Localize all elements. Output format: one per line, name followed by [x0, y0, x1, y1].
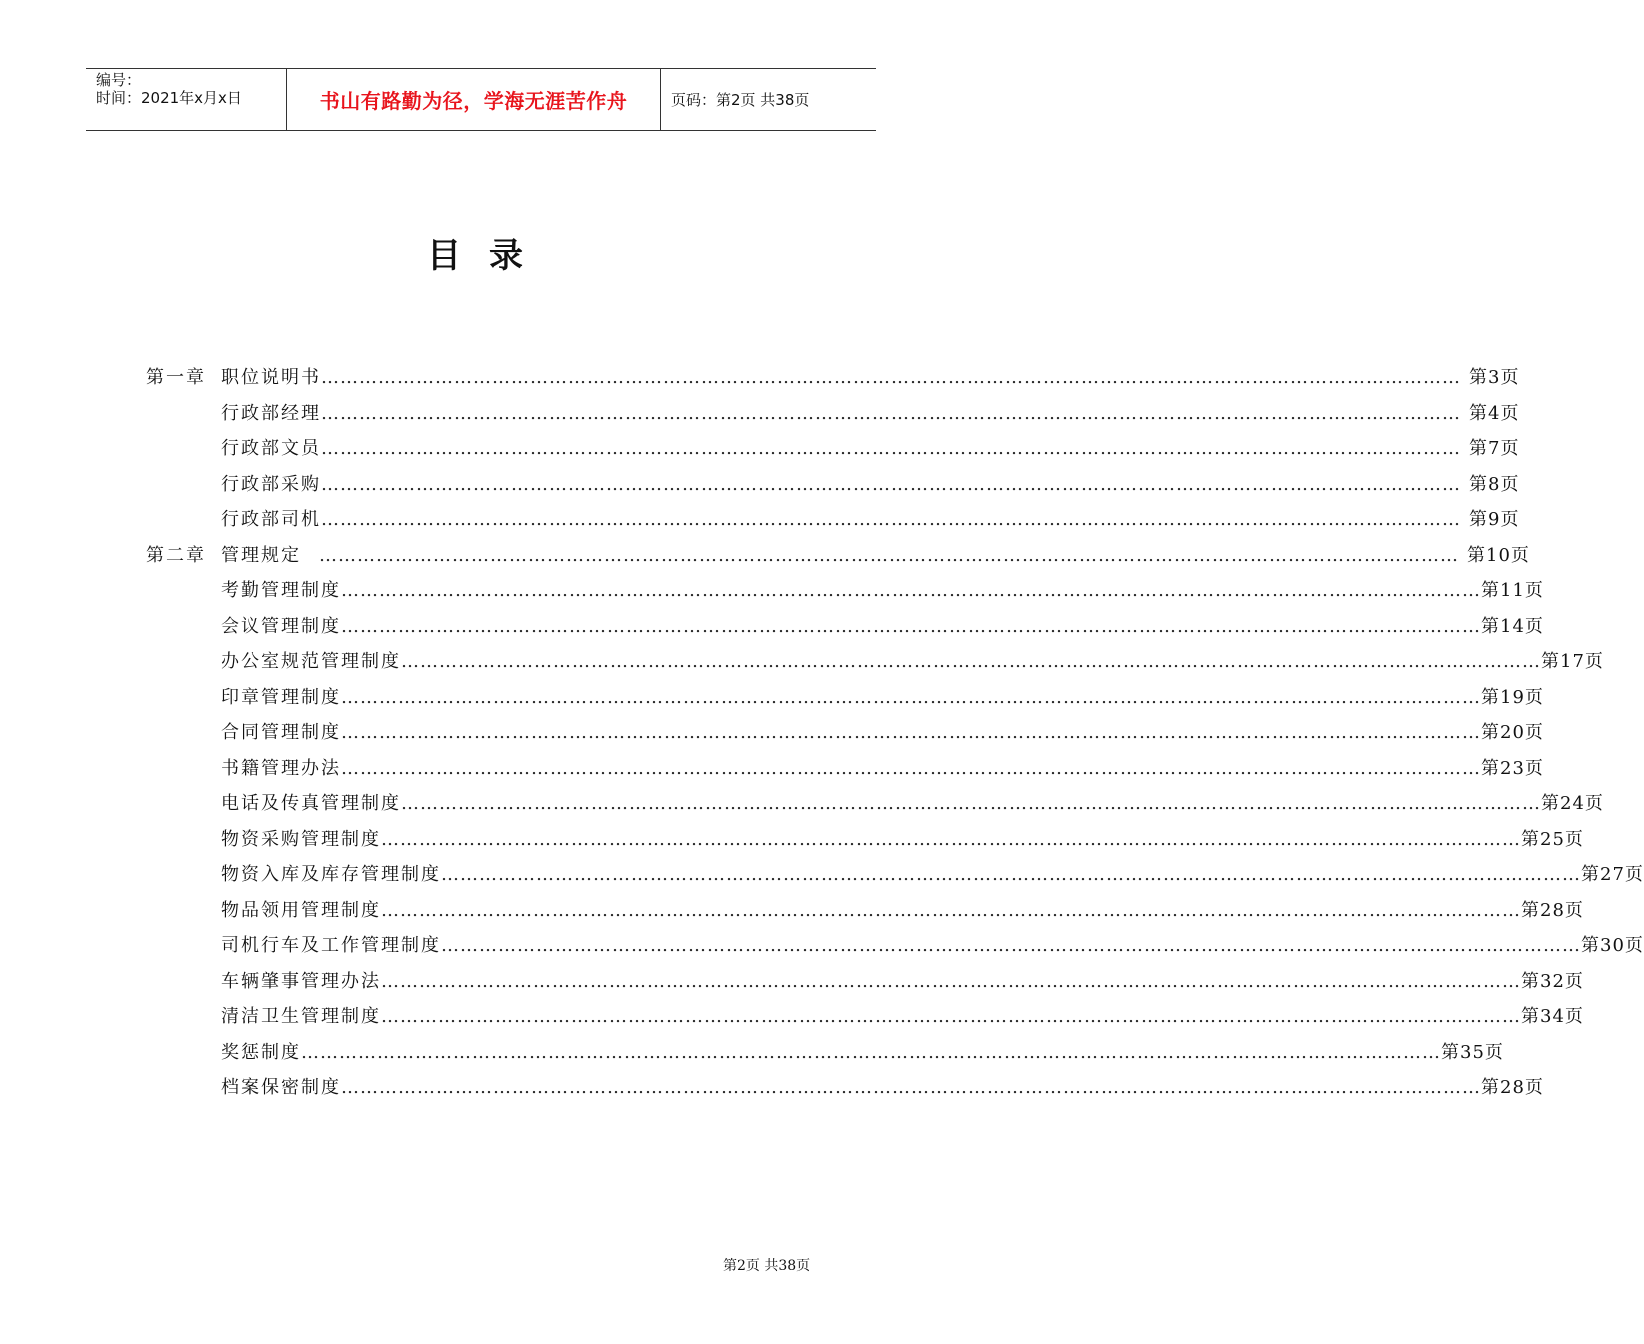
toc-entry-label: 档案保密制度: [221, 1077, 341, 1098]
toc-leader-dots: ………………………………………………………………………………………………………………………………………………………………: [381, 828, 1521, 850]
toc-entry-page: 第7页: [1469, 438, 1520, 459]
date-label: 时间：2021年x月x日: [96, 89, 242, 107]
toc-entry-label: 车辆肇事管理办法: [221, 970, 381, 992]
toc-leader-dots: ………………………………………………………………………………………………………………………………………………………………: [321, 473, 1461, 495]
toc-entry-page: 第32页: [1521, 970, 1584, 992]
header-page-label: 页码：第2页 共38页: [671, 91, 810, 109]
toc-entry-page: 第28页: [1521, 899, 1584, 921]
toc-entry[interactable]: [221, 825, 1584, 855]
toc-entry-page: 第20页: [1481, 722, 1544, 743]
toc-entry-label: 书籍管理办法: [221, 757, 341, 779]
toc-entry[interactable]: [221, 860, 1644, 890]
number-label: 编号：: [96, 71, 142, 89]
toc-leader-dots: ………………………………………………………………………………………………………………………………………………………………: [341, 580, 1481, 601]
toc-entry[interactable]: [221, 612, 1544, 642]
toc-entry[interactable]: [221, 896, 1584, 926]
toc-entry-label: 电话及传真管理制度: [221, 793, 401, 814]
toc-entry-label: 合同管理制度: [221, 722, 341, 743]
toc-entry-page: 第35页: [1441, 1041, 1504, 1063]
toc-entry[interactable]: [221, 541, 1530, 571]
toc-entry[interactable]: [221, 470, 1520, 500]
header-motto: 书山有路勤为径，学海无涯苦作舟: [287, 69, 661, 130]
page-header: [86, 68, 876, 131]
toc-entry[interactable]: [221, 754, 1544, 784]
toc-entry[interactable]: [221, 683, 1544, 713]
toc-entry[interactable]: [221, 647, 1604, 677]
toc-entry-page: 第17页: [1541, 651, 1604, 672]
toc-entry-label: 行政部采购: [221, 473, 321, 495]
toc-entry[interactable]: [221, 1073, 1544, 1103]
toc-entry-page: 第19页: [1481, 686, 1544, 708]
toc-entry[interactable]: [221, 363, 1520, 393]
page-title: 目录: [427, 236, 551, 276]
toc-leader-dots: ………………………………………………………………………………………………………………………………………………………………: [321, 438, 1461, 459]
toc-entry-page: 第23页: [1481, 757, 1544, 779]
toc-entry-page: 第30页: [1581, 935, 1644, 956]
toc-entry-page: 第8页: [1469, 473, 1520, 495]
toc-entry-page: 第25页: [1521, 828, 1584, 850]
toc-leader-dots: ………………………………………………………………………………………………………………………………………………………………: [341, 757, 1481, 779]
toc-entry[interactable]: [221, 505, 1520, 535]
toc-leader-dots: ………………………………………………………………………………………………………………………………………………………………: [341, 722, 1481, 743]
toc-leader-dots: ………………………………………………………………………………………………………………………………………………………………: [381, 1006, 1521, 1027]
toc-entry-page: 第10页: [1467, 544, 1530, 566]
toc-leader-dots: ………………………………………………………………………………………………………………………………………………………………: [341, 615, 1481, 637]
toc-entry-label: 管理规定: [221, 544, 301, 566]
toc-entry-label: 印章管理制度: [221, 686, 341, 708]
toc-leader-dots: ………………………………………………………………………………………………………………………………………………………………: [321, 509, 1461, 530]
toc-leader-dots: ………………………………………………………………………………………………………………………………………………………………: [321, 367, 1461, 388]
toc-entry-label: 行政部文员: [221, 438, 321, 459]
toc-entry-page: 第14页: [1481, 615, 1544, 637]
toc-entry[interactable]: [221, 576, 1544, 606]
page-footer: 第2页 共38页: [723, 1258, 811, 1274]
toc-leader-dots: ………………………………………………………………………………………………………………………………………………………………: [441, 864, 1581, 885]
toc-entry[interactable]: [221, 1002, 1584, 1032]
toc-entry-label: 物资采购管理制度: [221, 828, 381, 850]
toc-entry-page: 第11页: [1481, 580, 1544, 601]
toc-entry-label: 物品领用管理制度: [221, 899, 381, 921]
toc-leader-dots: ………………………………………………………………………………………………………………………………………………………………: [301, 1041, 1441, 1063]
toc-leader-dots: ………………………………………………………………………………………………………………………………………………………………: [319, 544, 1459, 566]
toc-entry-label: 司机行车及工作管理制度: [221, 935, 441, 956]
header-meta: [86, 69, 287, 130]
toc-chapter: 第二章: [146, 544, 206, 566]
toc-entry-page: 第28页: [1481, 1077, 1544, 1098]
toc-entry-label: 会议管理制度: [221, 615, 341, 637]
toc-entry-label: 行政部司机: [221, 509, 321, 530]
toc-entry-label: 奖惩制度: [221, 1041, 301, 1063]
toc-leader-dots: ………………………………………………………………………………………………………………………………………………………………: [381, 970, 1521, 992]
toc-leader-dots: ………………………………………………………………………………………………………………………………………………………………: [381, 899, 1521, 921]
toc-entry[interactable]: [221, 789, 1604, 819]
toc-leader-dots: ………………………………………………………………………………………………………………………………………………………………: [401, 793, 1541, 814]
toc-entry-page: 第4页: [1469, 402, 1520, 424]
toc-entry[interactable]: [221, 1038, 1504, 1068]
toc-entry-page: 第24页: [1541, 793, 1604, 814]
toc-entry[interactable]: [221, 967, 1584, 997]
toc-entry[interactable]: [221, 399, 1520, 429]
toc-entry-label: 行政部经理: [221, 402, 321, 424]
toc-entry-label: 考勤管理制度: [221, 580, 341, 601]
toc-entry-label: 办公室规范管理制度: [221, 651, 401, 672]
toc-entry-label: 物资入库及库存管理制度: [221, 864, 441, 885]
toc-entry-page: 第34页: [1521, 1006, 1584, 1027]
toc-leader-dots: ………………………………………………………………………………………………………………………………………………………………: [321, 402, 1461, 424]
toc-leader-dots: ………………………………………………………………………………………………………………………………………………………………: [341, 686, 1481, 708]
toc-entry-page: 第27页: [1581, 864, 1644, 885]
toc-entry[interactable]: [221, 931, 1644, 961]
toc-entry-page: 第9页: [1469, 509, 1520, 530]
toc-entry-label: 清洁卫生管理制度: [221, 1006, 381, 1027]
toc-entry[interactable]: [221, 434, 1520, 464]
toc-entry-page: 第3页: [1469, 367, 1520, 388]
toc-leader-dots: ………………………………………………………………………………………………………………………………………………………………: [341, 1077, 1481, 1098]
toc-entry-label: 职位说明书: [221, 367, 321, 388]
toc-entry[interactable]: [221, 718, 1544, 748]
toc-leader-dots: ………………………………………………………………………………………………………………………………………………………………: [441, 935, 1581, 956]
toc-leader-dots: ………………………………………………………………………………………………………………………………………………………………: [401, 651, 1541, 672]
toc-chapter: 第一章: [146, 367, 206, 388]
